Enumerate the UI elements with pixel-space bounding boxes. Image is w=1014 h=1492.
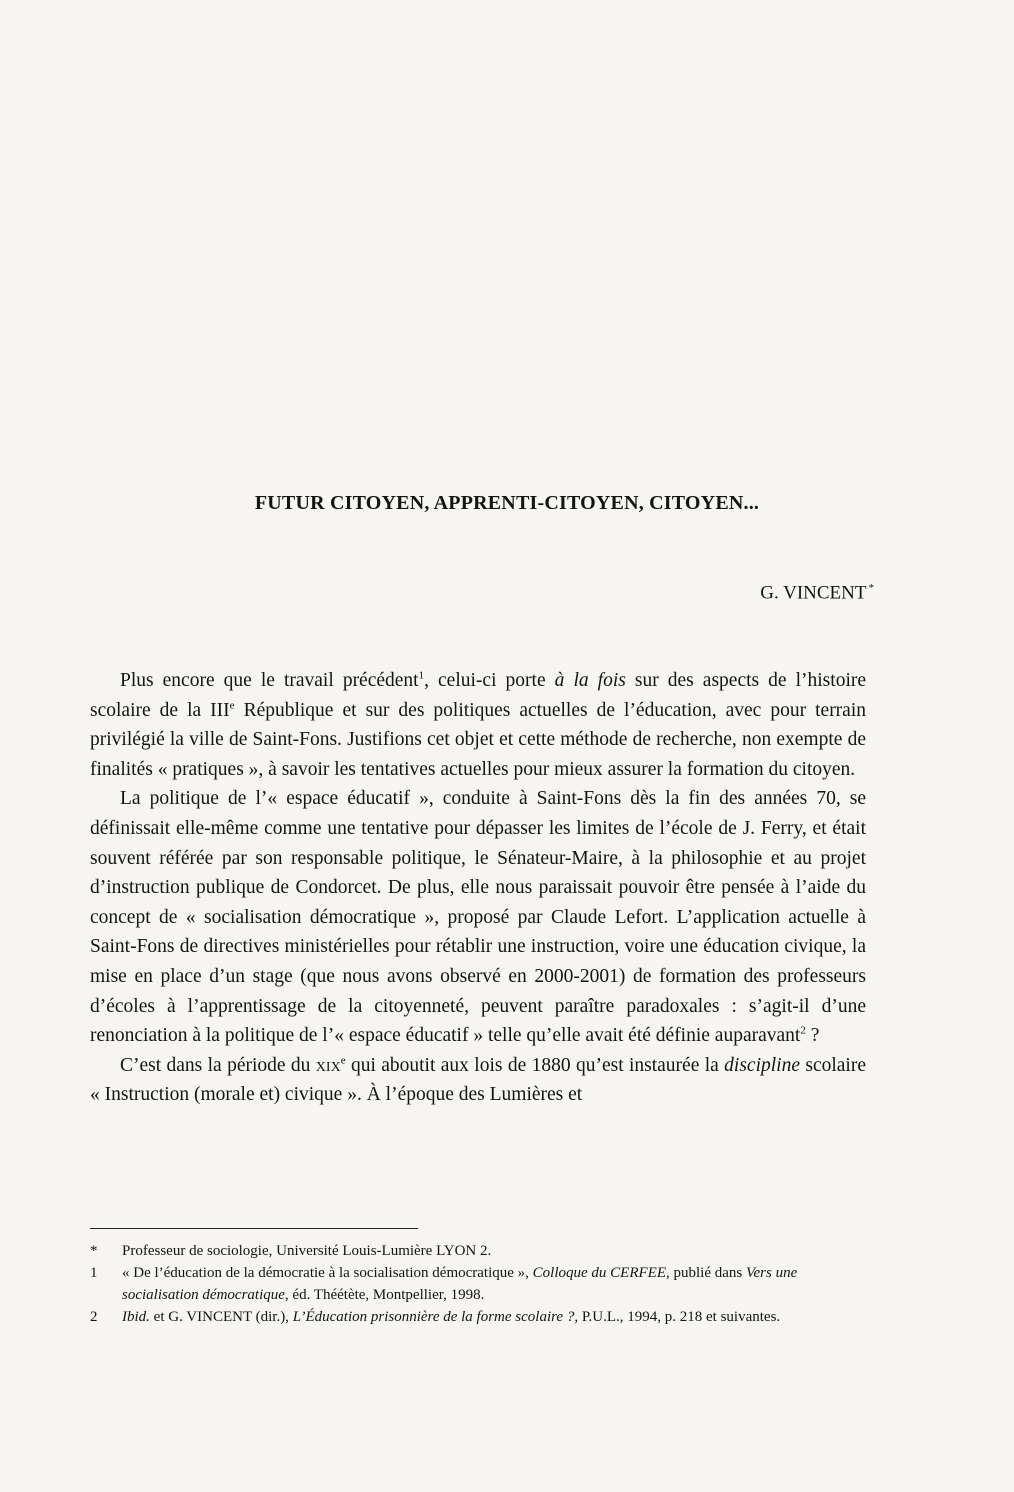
footnote-2 bbox=[90, 1306, 866, 1328]
footnote-divider bbox=[90, 1228, 418, 1229]
article-title: FUTUR CITOYEN, APPRENTI-CITOYEN, CITOYEN... bbox=[254, 492, 760, 514]
text-span: scolaire « Instruction (morale et) civique ». À l’époque des Lumières et bbox=[90, 1054, 866, 1106]
small-caps-text: xix bbox=[315, 1054, 341, 1076]
text-span: , publié dans bbox=[666, 1265, 746, 1281]
footnote-1 bbox=[90, 1262, 866, 1306]
footnote-text: Professeur de sociologie, Université Louis-Lumière LYON 2. bbox=[122, 1243, 492, 1259]
superscript-e: e bbox=[229, 699, 235, 712]
italic-text: Ibid. bbox=[122, 1309, 150, 1325]
paragraph-2 bbox=[90, 784, 866, 1050]
text-span: qui aboutit aux lois de 1880 qu’est instaurée la bbox=[345, 1054, 725, 1076]
text-span: , P.U.L., 1994, p. 218 et suivantes. bbox=[574, 1309, 781, 1325]
footnote-ref-2: 2 bbox=[800, 1024, 806, 1037]
text-span: , celui-ci porte bbox=[424, 670, 555, 691]
author-line bbox=[760, 582, 874, 604]
text-span: La politique de l’« espace éducatif », conduite à Saint-Fons dès la fin des années 70, se définissait elle-même comme une tentative pour dépasser les limites de l’école de J. Ferry, et était souvent référée par son responsable politique, le Sénateur-Maire, à la philosophie et au projet d’instruction publique de Condorcet. De plus, elle nous paraissait pouvoir être pensée à l’aide du concept de « socialisation démocratique », proposé par Claude Lefort. L’application actuelle à Saint-Fons de directives ministérielles pour rétablir une instruction, voire une éducation civique, la mise en place d’un stage (que nous avons observé en 2000-2001) de formation des professeurs d’écoles à l’apprentissage de la citoyenneté, peuvent paraître paradoxales : s’agit-il d’une renonciation à la politique de l’« espace éducatif » telle qu’elle avait été définie auparavant bbox=[90, 788, 866, 1047]
text-span: sur des aspects de l’histoire scolaire de la III bbox=[90, 670, 867, 721]
italic-text: à la fois bbox=[554, 670, 626, 691]
text-span: et G. VINCENT (dir.), bbox=[149, 1309, 293, 1325]
footnote-text bbox=[122, 1306, 866, 1328]
text-span: République et sur des politiques actuelles de l’éducation, avec pour terrain privilégié la ville de Saint-Fons. Justifions cet objet et cette méthode de recherche, non exempte de finalités « pratiques », à savoir les tentatives actuelles pour mieux assurer la formation du citoyen. bbox=[90, 699, 867, 780]
footnote-mark: * bbox=[90, 1243, 98, 1259]
footnote-mark: 1 bbox=[90, 1265, 98, 1281]
italic-text: Vers une socialisation démocratique bbox=[122, 1265, 798, 1303]
footnote-ref-1: 1 bbox=[418, 669, 425, 682]
paragraph-1 bbox=[90, 666, 866, 784]
italic-text: L’Éducation prisonnière de la forme scolaire ? bbox=[292, 1309, 575, 1325]
body-text bbox=[90, 666, 866, 1110]
text-span: Plus encore que le travail précédent bbox=[120, 670, 419, 691]
author-footnote-mark: * bbox=[868, 582, 874, 594]
text-span: C’est dans la période du bbox=[120, 1054, 316, 1076]
footnote-mark: 2 bbox=[90, 1309, 98, 1325]
footnotes bbox=[90, 1240, 866, 1328]
superscript-e: e bbox=[340, 1054, 346, 1067]
author-name: G. VINCENT bbox=[760, 582, 867, 604]
footnote-star bbox=[90, 1240, 866, 1262]
footnote-text bbox=[122, 1262, 866, 1306]
text-span: ? bbox=[805, 1025, 820, 1047]
italic-text: Colloque du CERFEE bbox=[532, 1265, 666, 1281]
text-span: , éd. Théétète, Montpellier, 1998. bbox=[284, 1287, 485, 1303]
text-span: « De l’éducation de la démocratie à la socialisation démocratique », bbox=[122, 1265, 533, 1281]
italic-text: discipline bbox=[724, 1054, 800, 1076]
paragraph-3 bbox=[90, 1051, 866, 1110]
